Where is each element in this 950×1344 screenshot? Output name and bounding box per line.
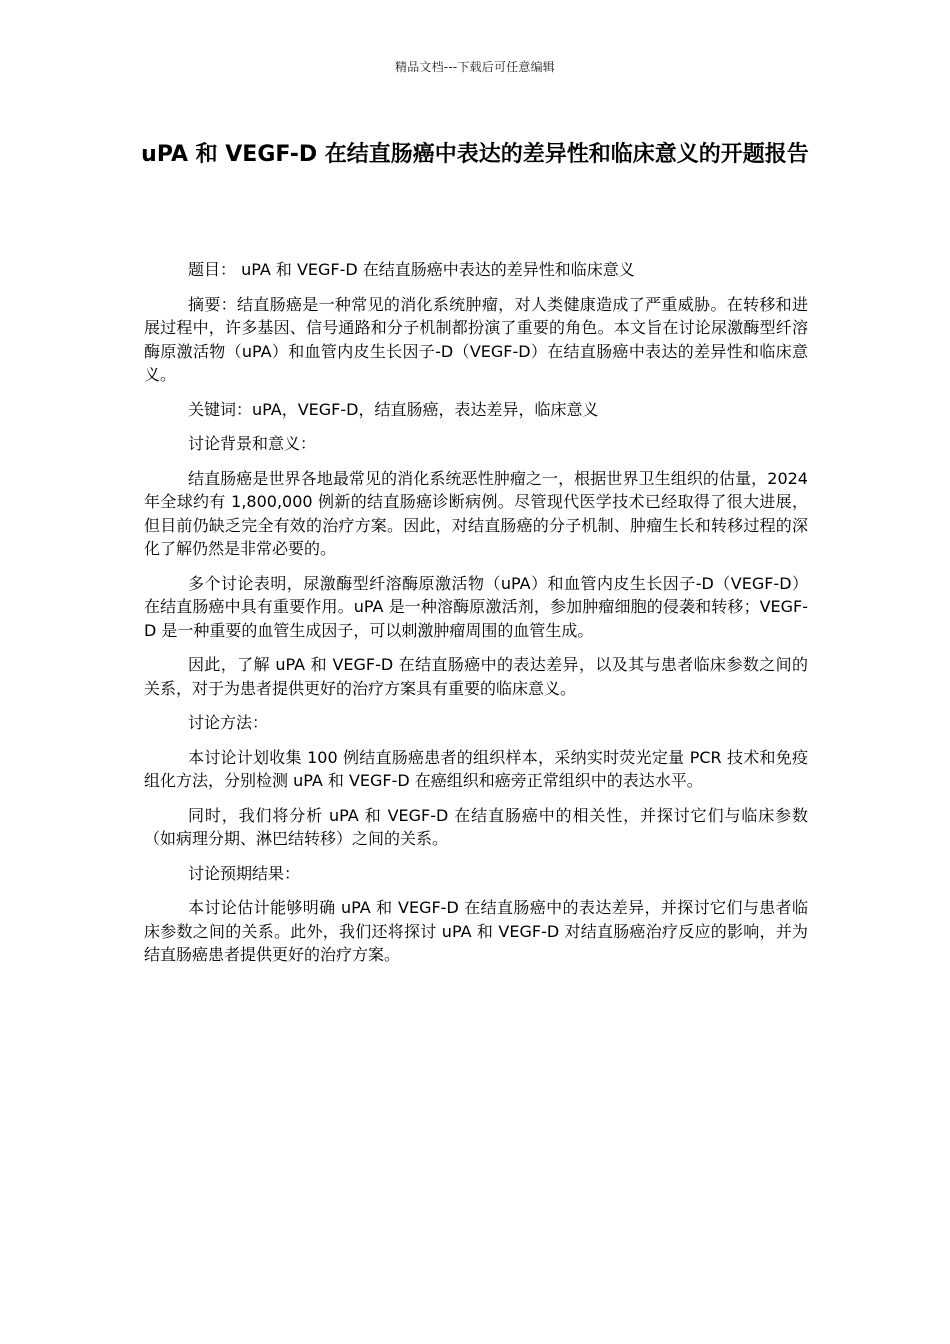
paragraph-methods-2: 同时，我们将分析 uPA 和 VEGF-D 在结直肠癌中的相关性，并探讨它们与临床参数（如病理分期、淋巴结转移）之间的关系。: [144, 805, 808, 848]
paragraph-methods-1: 本讨论计划收集 100 例结直肠癌患者的组织样本，采纳实时荧光定量 PCR 技术和免疫组化方法，分别检测 uPA 和 VEGF-D 在癌组织和癌旁正常组织中的表达水平。: [144, 747, 808, 790]
header-note: 精品文档---下载后可任意编辑: [395, 60, 555, 74]
paragraph-abstract: 摘要：结直肠癌是一种常见的消化系统肿瘤，对人类健康造成了严重威胁。在转移和进展过程中，许多基因、信号通路和分子机制都扮演了重要的角色。本文旨在讨论尿激酶型纤溶酶原激活物（uPA）和血管内皮生长因子-D（VEGF-D）在结直肠癌中表达的差异性和临床意义。: [144, 294, 808, 384]
heading-expected-results: 讨论预期结果：: [188, 863, 301, 883]
paragraph-topic: 题目： uPA 和 VEGF-D 在结直肠癌中表达的差异性和临床意义: [188, 260, 635, 279]
document-title: uPA 和 VEGF-D 在结直肠癌中表达的差异性和临床意义的开题报告: [141, 142, 809, 167]
heading-background: 讨论背景和意义：: [188, 434, 317, 453]
paragraph-background-2: 多个讨论表明，尿激酶型纤溶酶原激活物（uPA）和血管内皮生长因子-D（VEGF-D）在结直肠癌中具有重要作用。uPA 是一种溶酶原激活剂，参加肿瘤细胞的侵袭和转移；VEGF-D 是一种重要的血管生成因子，可以刺激肿瘤周围的血管生成。: [144, 573, 808, 640]
heading-methods: 讨论方法：: [188, 713, 269, 732]
paragraph-expected-results: 本讨论估计能够明确 uPA 和 VEGF-D 在结直肠癌中的表达差异，并探讨它们与患者临床参数之间的关系。此外，我们还将探讨 uPA 和 VEGF-D 对结直肠癌治疗反应的影响，并为结直肠癌患者提供更好的治疗方案。: [144, 898, 808, 964]
paragraph-background-1: 结直肠癌是世界各地最常见的消化系统恶性肿瘤之一，根据世界卫生组织的估量，2024 年全球约有 1,800,000 例新的结直肠癌诊断病例。尽管现代医学技术已经取得了很大进展，但目前仍缺乏完全有效的治疗方案。因此，对结直肠癌的分子机制、肿瘤生长和转移过程的深化了解仍然是非常必要的。: [144, 468, 808, 558]
paragraph-background-3: 因此，了解 uPA 和 VEGF-D 在结直肠癌中的表达差异，以及其与患者临床参数之间的关系，对于为患者提供更好的治疗方案具有重要的临床意义。: [144, 655, 808, 698]
paragraph-keywords: 关键词：uPA，VEGF-D，结直肠癌，表达差异，临床意义: [188, 399, 599, 419]
document-body: [144, 258, 808, 978]
